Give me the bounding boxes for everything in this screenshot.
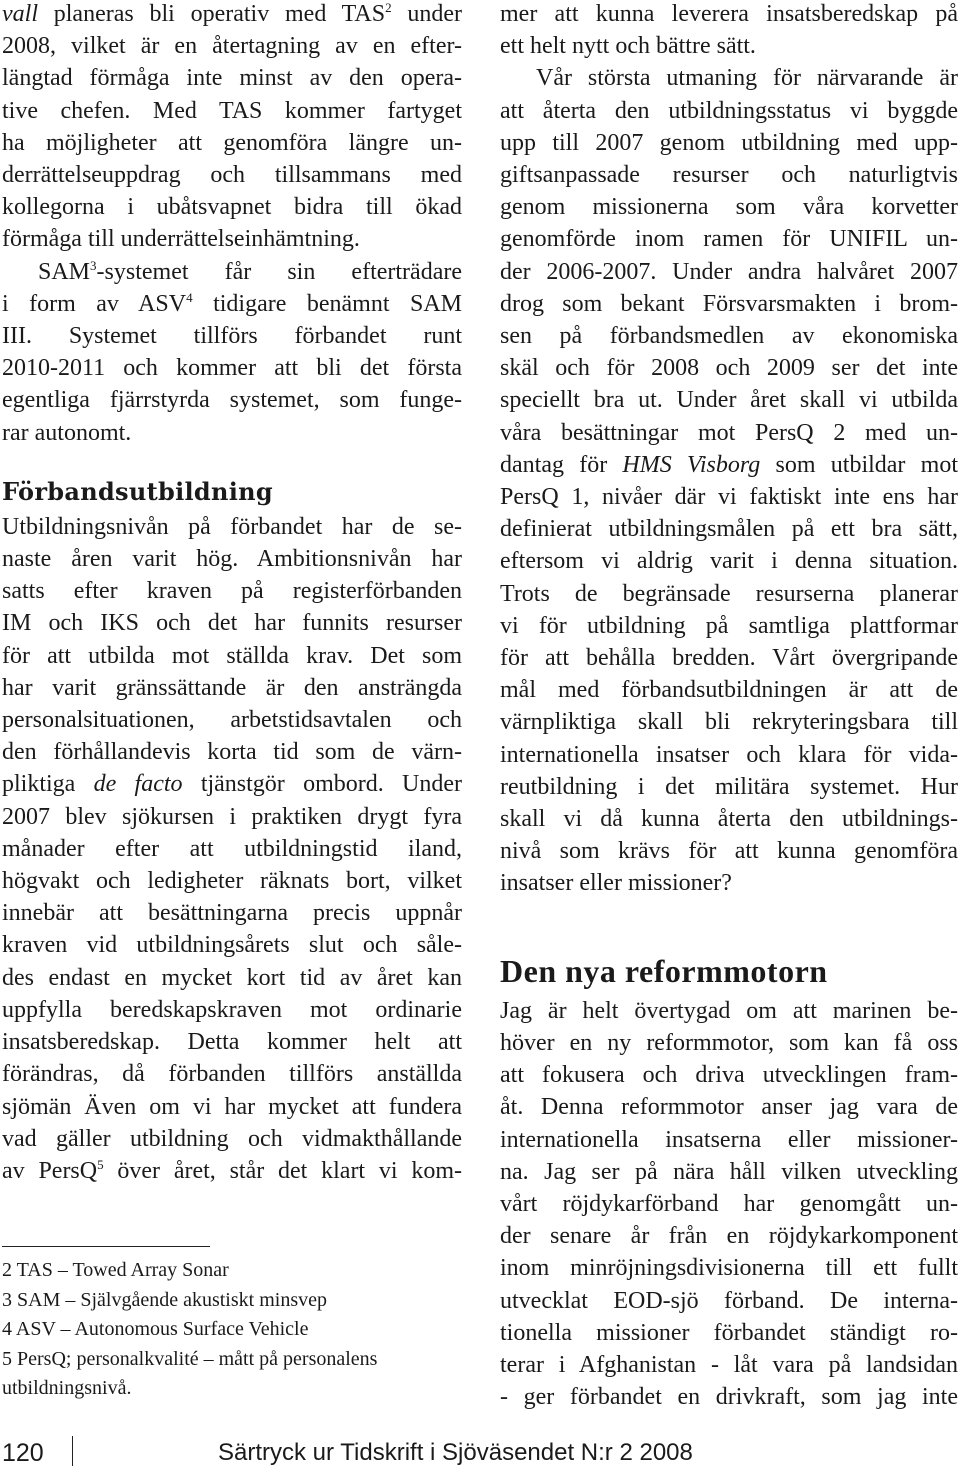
- text-line: derrättelseuppdrag och tillsammans med: [2, 162, 462, 189]
- text-line: insatsberedskap. Detta kommer helt att: [2, 1029, 462, 1056]
- right-paragraph-3: [500, 995, 958, 1414]
- text-line: 2008, vilket är en återtagning av en efter-: [2, 33, 462, 60]
- text-line: Utbildningsnivån på förbandet har de se-: [2, 513, 462, 540]
- text-line: mer att kunna leverera insatsberedskap på: [500, 1, 958, 27]
- text-line: drog som bekant Försvarsmakten i brom-: [500, 290, 958, 317]
- text-line: satts efter kraven på registerförbanden: [2, 578, 462, 605]
- text-line: förändras, då förbanden tillförs anställda: [2, 1061, 462, 1088]
- text-line: pliktiga de facto tjänstgör ombord. Under: [2, 771, 462, 798]
- text-line: vall planeras bli operativ med TAS$^2$ under: [2, 0, 462, 27]
- text-line: PersQ 1, nivåer där vi faktiskt inte ens har: [500, 484, 958, 511]
- text-line: egentliga fjärrstyrda systemet, som funge-: [2, 387, 462, 414]
- text-line: na. Jag ser på nära håll vilken utveckling: [500, 1158, 958, 1185]
- text-line: värnpliktiga skall bli rekryteringsbara till: [500, 709, 958, 736]
- text-line: för att behålla bredden. Vårt övergripande: [500, 645, 958, 672]
- text-line: Trots de begränsade resurserna planerar: [500, 580, 958, 607]
- text-line: den förhållandevis korta tid som de värn-: [2, 739, 462, 766]
- text-line: vi för utbildning på samtliga plattformar: [500, 612, 958, 639]
- text-line: giftsanpassade resurser och naturligtvis: [500, 162, 958, 189]
- text-line: har varit gränssättande är den ansträngda: [2, 674, 462, 701]
- left-paragraph-2: [2, 256, 462, 449]
- text-line: våra besättningar mot PersQ 2 med un-: [500, 419, 958, 446]
- text-line: sjömän Även om vi har mycket att fundera: [2, 1093, 462, 1120]
- text-line: skäl och för 2008 och 2009 ser det inte: [500, 355, 958, 382]
- text-line: Vår största utmaning för närvarande är: [536, 65, 958, 92]
- text-line: IM och IKS och det har funnits resurser: [2, 610, 462, 637]
- footer-divider: [72, 1436, 73, 1466]
- text-line: SAM$^3$-systemet får sin efterträdare: [38, 257, 462, 285]
- right-paragraph-2: [500, 62, 958, 899]
- left-column: [2, 0, 462, 1187]
- text-line: rar autonomt.: [2, 419, 132, 446]
- text-line: vad gäller utbildning och vidmakthållande: [2, 1125, 462, 1152]
- text-line: tionella missioner förbandet ständigt ro-: [500, 1319, 958, 1346]
- text-line: utvecklat EOD-sjö förband. De interna-: [500, 1287, 958, 1314]
- text-line: högvakt och ledigheter räknats bort, vilket: [2, 868, 462, 895]
- text-line: kollegorna i ubåtsvapnet bidra till ökad: [2, 194, 462, 221]
- footnote: 3 SAM – Självgående akustiskt minsvep: [2, 1288, 327, 1311]
- text-line: tive chefen. Med TAS kommer fartyget: [2, 97, 462, 124]
- text-line: åt. Denna reformmotor anser jag vara de: [500, 1094, 958, 1121]
- text-line: månader efter att utbildningstid iland,: [2, 835, 462, 862]
- text-line: internationella insatserna eller missioner-: [500, 1126, 958, 1153]
- text-line: definierat utbildningsmålen på ett bra sätt,: [500, 516, 958, 543]
- text-line: innebär att besättningarna precis uppnår: [2, 900, 462, 927]
- text-line: personalsituationen, arbetstidsavtalen och: [2, 707, 462, 734]
- text-line: för att utbilda mot ställda krav. Det som: [2, 642, 462, 669]
- footnote: 4 ASV – Autonomous Surface Vehicle: [2, 1318, 309, 1340]
- text-line: III. Systemet tillförs förbandet runt: [2, 323, 462, 350]
- right-column: [500, 0, 958, 1413]
- page-footer: [0, 1438, 960, 1468]
- text-line: dantag för HMS Visborg som utbildar mot: [500, 451, 958, 478]
- text-line: - ger förbandet en drivkraft, som jag inte: [500, 1384, 958, 1411]
- text-line: genom missionerna som våra korvetter: [500, 194, 958, 221]
- text-line: genomförde inom ramen för UNIFIL un-: [500, 226, 958, 253]
- page-number: 120: [2, 1439, 44, 1467]
- text-line: Jag är helt övertygad om att marinen be-: [500, 997, 958, 1024]
- text-line: reutbildning i det militära systemet. Hur: [500, 773, 958, 800]
- text-line: att återta den utbildningsstatus vi byggde: [500, 97, 958, 124]
- text-line: des endast en mycket kort tid av året kan: [2, 964, 462, 991]
- section-heading: Den nya reformmotorn: [500, 952, 828, 989]
- footnote: 5 PersQ; personalkvalité – mått på personalens: [2, 1347, 378, 1370]
- text-line: uppfylla beredskapskraven mot ordinarie: [2, 996, 462, 1023]
- left-paragraph-1: [2, 0, 462, 256]
- text-line: inom minröjningsdivisionerna till ett fullt: [500, 1255, 958, 1282]
- text-line: der 2006-2007. Under andra halvåret 2007: [500, 258, 958, 285]
- text-line: sen på förbandsmedlen av ekonomiska: [500, 323, 958, 350]
- footnote: 2 TAS – Towed Array Sonar: [2, 1259, 229, 1281]
- text-line: eftersom vi aldrig varit i denna situation.: [500, 548, 958, 575]
- footnotes: [2, 1256, 462, 1404]
- text-line: der senare år från en röjdykarkomponent: [500, 1223, 958, 1250]
- text-line: av PersQ$^5$ över året, står det klart vi kom-: [2, 1156, 462, 1184]
- left-paragraph-3: [2, 511, 462, 1187]
- text-line: insatser eller missioner?: [500, 870, 732, 897]
- text-line: upp till 2007 genom utbildning med upp-: [500, 129, 958, 156]
- text-line: 2010-2011 och kommer att bli det första: [2, 355, 462, 382]
- text-line: naste åren varit hög. Ambitionsnivån har: [2, 546, 462, 573]
- text-line: i form av ASV$^4$ tidigare benämnt SAM: [2, 289, 462, 317]
- right-paragraph-1: [500, 0, 958, 62]
- text-line: att fokusera och driva utvecklingen fram-: [500, 1062, 958, 1089]
- text-line: kraven vid utbildningsårets slut och såle-: [2, 932, 462, 959]
- text-line: mål med förbandsutbildningen är att de: [500, 677, 958, 704]
- text-line: speciellt bra ut. Under året skall vi utbilda: [500, 387, 958, 414]
- footnote: utbildningsnivå.: [2, 1377, 132, 1399]
- text-line: förmåga till underrättelseinhämtning.: [2, 226, 360, 253]
- text-line: längtad förmåga inte minst av den opera-: [2, 65, 462, 92]
- section-heading: Förbandsutbildning: [2, 476, 273, 506]
- text-line: ett helt nytt och bättre sätt.: [500, 33, 756, 60]
- publication-info: Särtryck ur Tidskrift i Sjöväsendet N:r 2 2008: [218, 1439, 693, 1466]
- text-line: höver en ny reformmotor, som kan få oss: [500, 1029, 958, 1056]
- text-line: ha möjligheter att genomföra längre un-: [2, 129, 462, 156]
- text-line: skall vi då kunna återta den utbildnings-: [500, 806, 958, 833]
- footnote-divider: [2, 1246, 210, 1247]
- text-line: 2007 blev sjökursen i praktiken drygt fyra: [2, 803, 462, 830]
- text-line: vårt röjdykarförband har genomgått un-: [500, 1190, 958, 1217]
- text-line: nivå som krävs för att kunna genomföra: [500, 838, 958, 865]
- text-line: internationella insatser och klara för vida-: [500, 741, 958, 768]
- text-line: terar i Afghanistan - låt vara på landsidan: [500, 1351, 958, 1378]
